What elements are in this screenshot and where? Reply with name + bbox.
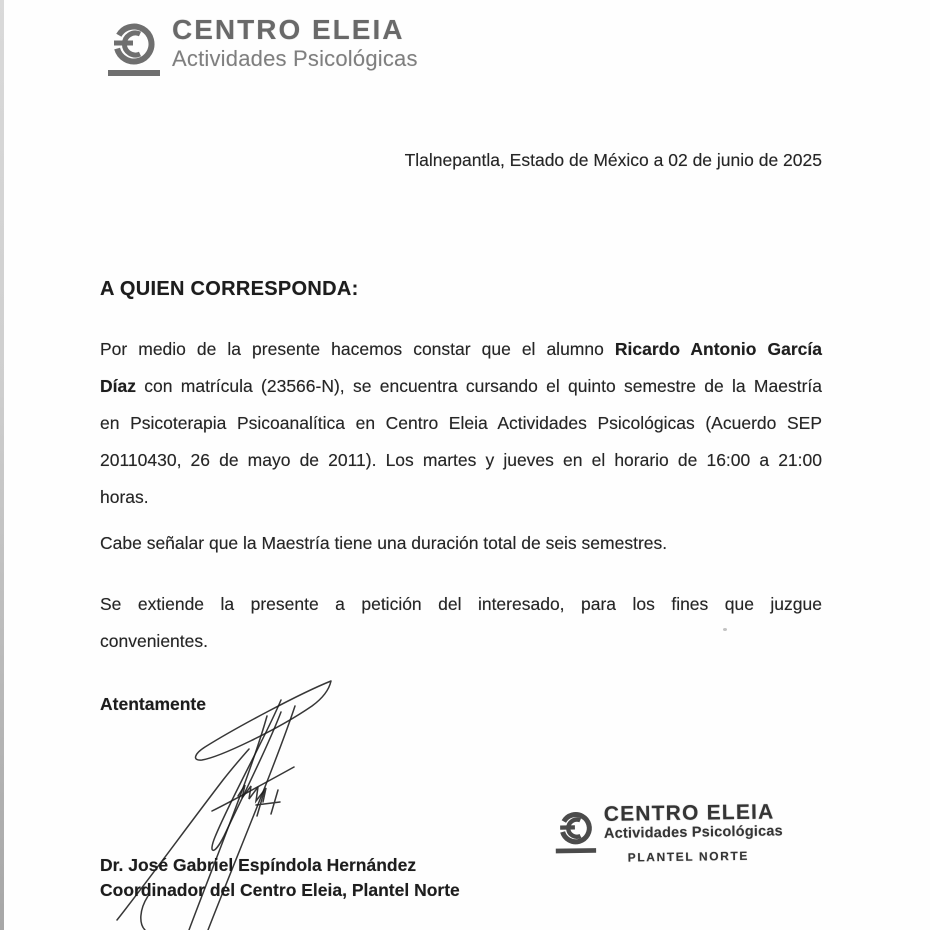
signer-title: Coordinador del Centro Eleia, Plantel Norte [100,880,460,900]
stamp [554,800,784,865]
logo-subtitle: Actividades Psicológicas [172,46,418,71]
paragraph-enrollment [100,331,822,516]
paragraph-line [100,331,822,368]
header-logo [106,14,418,78]
stamp-subtitle: Actividades Psicológicas [603,823,783,842]
closing: Atentamente [100,694,206,714]
signer-block [100,853,460,903]
stamp-texts [604,800,784,864]
date-line: Tlalnepantla, Estado de México a 02 de junio de 2025 [404,150,822,170]
student-name-part1: Ricardo Antonio García [614,339,822,359]
logo-name: CENTRO ELEIA [172,14,405,45]
p1-line1-text: Por medio de la presente hacemos constar que el alumno [100,339,615,359]
paragraph-line: horas. [100,487,149,507]
paragraph-line [100,368,822,405]
paragraph-line: convenientes. [100,631,208,651]
stamp-plantel: PLANTEL NORTE [627,848,750,865]
stamp-name: CENTRO ELEIA [603,800,775,826]
salutation: A QUIEN CORRESPONDA: [100,278,359,300]
centro-eleia-logo-icon [106,18,160,78]
paragraph-line: Cabe señalar que la Maestría tiene una duración total de seis semestres. [100,533,668,553]
logo-text [172,14,418,71]
p1-line2-text: con matrícula (23566-N), se encuentra cursando el quinto semestre de la Maestría [135,376,822,396]
scan-edge-artifact [0,0,4,930]
paragraph-duration [100,525,822,562]
stamp-logo-icon [554,807,597,856]
signer-name: Dr. José Gabriel Espíndola Hernández [100,855,417,875]
paragraph-line: en Psicoterapia Psicoanalítica en Centro Eleia Actividades Psicológicas (Acuerdo SEP [100,413,822,433]
paragraph-purpose [100,586,822,660]
student-name-part2: Díaz [100,376,136,396]
paragraph-line: 20110430, 26 de mayo de 2011). Los martes y jueves en el horario de 16:00 a 21:00 [100,450,822,470]
paragraph-line: Se extiende la presente a petición del interesado, para los fines que juzgue [100,594,822,614]
